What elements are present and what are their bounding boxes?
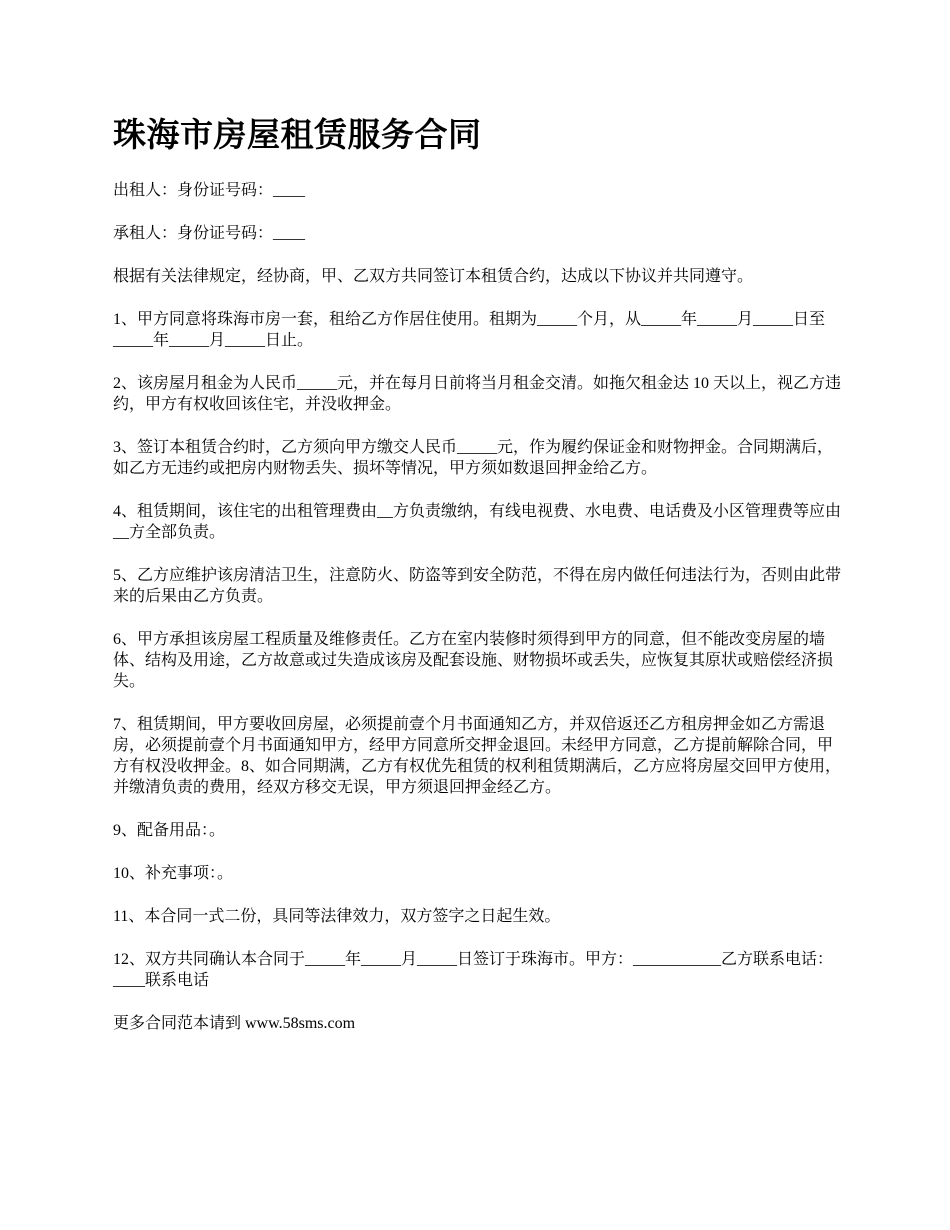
document-page xyxy=(113,110,848,1056)
clause-9: 9、配备用品：。 xyxy=(113,822,226,839)
clause-1: 1、甲方同意将珠海市房一套，租给乙方作居住使用。租期为_____个月，从_____年_____月_____日至_____年_____月_____日止。 xyxy=(113,311,826,349)
document-title: 珠海市房屋租赁服务合同 xyxy=(113,115,482,154)
clause-12: 12、双方共同确认本合同于_____年_____月_____日签订于珠海市。甲方：___________乙方联系电话：____联系电话 xyxy=(113,951,834,989)
clause-11: 11、本合同一式二份，具同等法律效力，双方签字之日起生效。 xyxy=(113,908,561,925)
lessee-id-line: 承租人：身份证号码：____ xyxy=(113,225,306,242)
clause-2: 2、该房屋月租金为人民币_____元，并在每月日前将当月租金交清。如拖欠租金达 10 天以上，视乙方违约，甲方有权收回该住宅，并没收押金。 xyxy=(113,375,842,413)
clause-5: 5、乙方应维护该房清洁卫生，注意防火、防盗等到安全防范，不得在房内做任何违法行为，否则由此带来的后果由乙方负责。 xyxy=(113,567,842,605)
clause-7-8: 7、租赁期间，甲方要收回房屋，必须提前壹个月书面通知乙方，并双倍返还乙方租房押金如乙方需退房，必须提前壹个月书面通知甲方，经甲方同意所交押金退回。未经甲方同意，乙方提前解除合同，甲方有权没收押金。8、如合同期满，乙方有权优先租赁的权利租赁期满后，乙方应将房屋交回甲方使用，并缴清负责的费用，经双方移交无误，甲方须退回押金经乙方。 xyxy=(113,716,842,796)
preamble-paragraph: 根据有关法律规定，经协商，甲、乙双方共同签订本租赁合约，达成以下协议并共同遵守。 xyxy=(113,268,754,285)
lessor-id-line: 出租人：身份证号码：____ xyxy=(113,182,306,199)
clause-6: 6、甲方承担该房屋工程质量及维修责任。乙方在室内装修时须得到甲方的同意，但不能改变房屋的墙体、结构及用途，乙方故意或过失造成该房及配套设施、财物损坏或丢失，应恢复其原状或赔偿经济损失。 xyxy=(113,631,834,690)
clause-3: 3、签订本租赁合约时，乙方须向甲方缴交人民币_____元，作为履约保证金和财物押金。合同期满后，如乙方无违约或把房内财物丢失、损坏等情况，甲方须如数退回押金给乙方。 xyxy=(113,439,834,477)
clause-10: 10、补充事项：。 xyxy=(113,865,234,882)
footer-note: 更多合同范本请到 www.58sms.com xyxy=(113,1015,356,1032)
clause-4: 4、租赁期间，该住宅的出租管理费由__方负责缴纳，有线电视费、水电费、电话费及小区管理费等应由__方全部负责。 xyxy=(113,503,842,541)
